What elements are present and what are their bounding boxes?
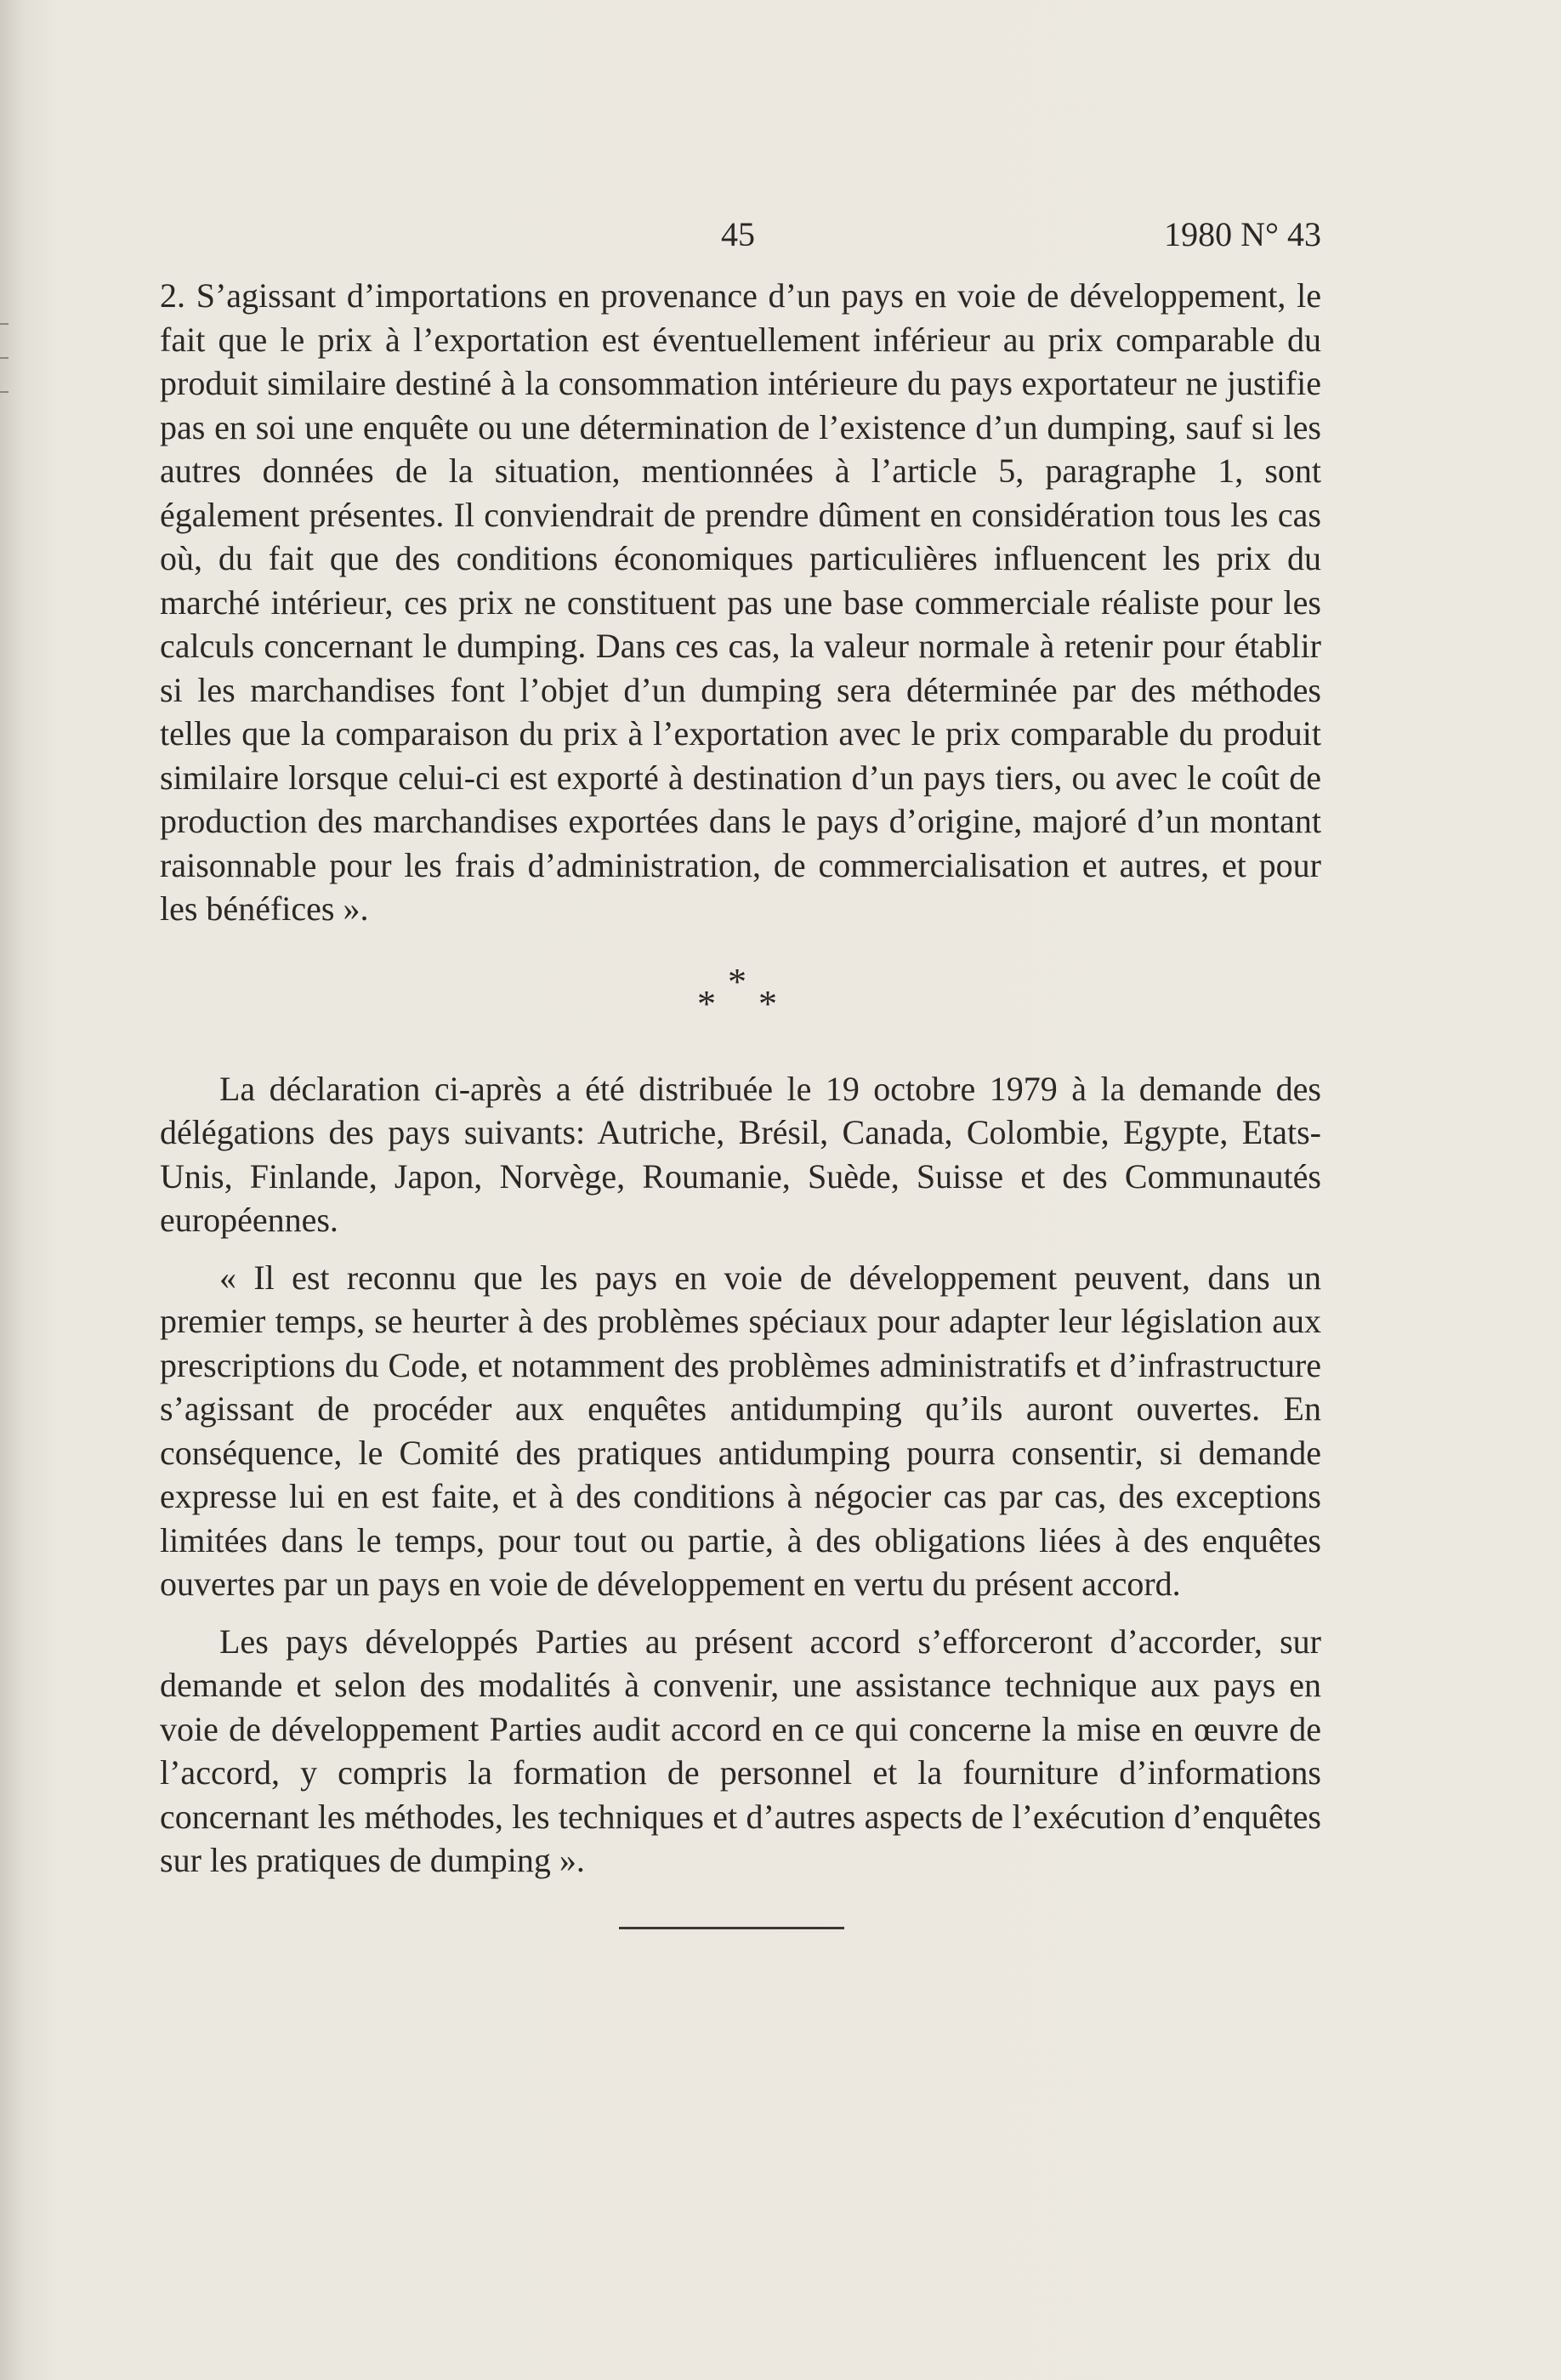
- asterisk-top: *: [728, 960, 746, 1003]
- asterisk-left: *: [697, 982, 716, 1025]
- asterisk-right: *: [758, 982, 777, 1025]
- paragraph-declaration-quote-2: Les pays développés Parties au présent accord s’efforceront d’accorder, sur demande et selon des modalités à convenir, une assistance technique aux pays en voie de développement Parties audit accord en ce qui concerne la mise en œuvre de l’accord, y compris la formation de personnel et la fourniture d’informations concernant les méthodes, les techniques et d’autres aspects de l’exécution d’enquêtes sur les pratiques de dumping ».: [160, 1622, 1321, 1879]
- running-head: 1980 N° 43: [1164, 215, 1321, 253]
- paragraph-declaration-quote-1: « Il est reconnu que les pays en voie de développement peuvent, dans un premier temps, se heurter à des problèmes spéciaux pour adapter leur législation aux prescriptions du Code, et notamment des problèmes administratifs et d’infrastructure s’agissant de procéder aux enquêtes antidumping qu’ils auront ouvertes. En conséquence, le Comité des pratiques antidumping pourra consentir, si demande expresse lui en est faite, et à des conditions à négocier cas par cas, des exceptions limitées dans le temps, pour tout ou partie, à des obligations liées à des enquêtes ouvertes par un pays en voie de développement en vertu du présent accord.: [160, 1258, 1321, 1603]
- page-header: [160, 213, 1321, 264]
- paragraph-declaration-intro: La déclaration ci-après a été distribuée le 19 octobre 1979 à la demande des délégations des pays suivants: Autriche, Brésil, Canada, Colombie, Egypte, Etats-Unis, Finlande, Japon, Norvège, Roumanie, Suède, Suisse et des Communautés européennes.: [160, 1069, 1321, 1239]
- page-content: [160, 213, 1321, 1929]
- asterism-separator: [160, 960, 1321, 1045]
- end-rule: [619, 1927, 844, 1929]
- gutter-marks: [0, 306, 12, 408]
- paragraph-article-2: 2. S’agissant d’importations en provenance d’un pays en voie de développement, le fait que le prix à l’exportation est éventuellement inférieur au prix comparable du produit similaire destiné à la consommation intérieure du pays exportateur ne justifie pas en soi une enquête ou une détermination de l’existence d’un dumping, sauf si les autres données de la situation, mentionnées à l’article 5, paragraphe 1, sont également présentes. Il conviendrait de prendre dûment en considération tous les cas où, du fait que des conditions économiques particulières influencent les prix du marché intérieur, ces prix ne constituent pas une base commerciale réaliste pour les calculs concernant le dumping. Dans ces cas, la valeur normale à retenir pour établir si les marchandises font l’objet d’un dumping sera déterminée par des méthodes telles que la comparaison du prix à l’exportation avec le prix comparable du produit similaire lorsque celui-ci est exporté à destination d’un pays tiers, ou avec le coût de production des marchandises exportées dans le pays d’origine, majoré d’un montant raisonnable pour les frais d’administration, de commercialisation et autres, et pour les bénéfices ».: [160, 276, 1321, 928]
- page-number: 45: [721, 215, 755, 253]
